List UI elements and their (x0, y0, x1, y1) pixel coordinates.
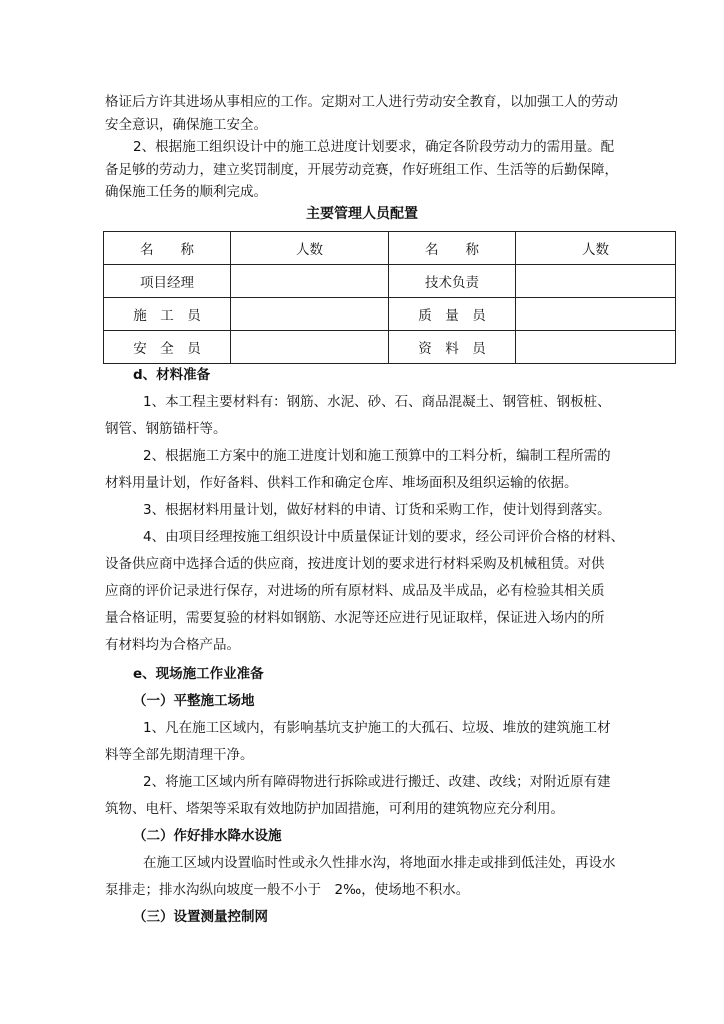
subsection-heading: （三）设置测量控制网 (133, 909, 268, 925)
table-cell: 项目经理 (104, 265, 231, 298)
paragraph-line: 量合格证明，需要复验的材料如钢筋、水泥等还应进行见证取样，保证进入场内的所 (105, 610, 605, 626)
paragraph-line: 在施工区域内设置临时性或永久性排水沟，将地面水排走或排到低洼处，再设水 (143, 855, 616, 871)
header-cell: 人数 (231, 232, 389, 265)
table-cell: 安 全 员 (104, 331, 231, 364)
table-row (104, 331, 676, 364)
header-cell: 名 称 (389, 232, 516, 265)
table-header-row (104, 232, 676, 265)
paragraph-line: 2、根据施工组织设计中的施工总进度计划要求，确定各阶段劳动力的需用量。配 (133, 139, 615, 155)
table-cell (231, 265, 389, 298)
table-cell (231, 298, 389, 331)
paragraph-line: 安全意识，确保施工安全。 (105, 117, 267, 133)
section-heading: d、材料准备 (133, 367, 211, 383)
table-row (104, 265, 676, 298)
paragraph-line: 1、本工程主要材料有：钢筋、水泥、砂、石、商品混凝土、钢管桩、钢板桩、 (143, 394, 611, 410)
paragraph-line: 泵排走；排水沟纵向坡度一般不小于 2‰，使场地不积水。 (105, 882, 470, 898)
table-title: 主要管理人员配置 (306, 206, 418, 222)
paragraph-line: 有材料均为合格产品。 (105, 637, 240, 653)
paragraph-line: 2、将施工区域内所有障碍物进行拆除或进行搬迁、改建、改线；对附近原有建 (143, 774, 611, 790)
paragraph-line: 备足够的劳动力，建立奖罚制度，开展劳动竞赛，作好班组工作、生活等的后勤保障， (105, 162, 618, 178)
section-heading: e、现场施工作业准备 (133, 666, 264, 682)
paragraph-line: 材料用量计划，作好备料、供料工作和确定仓库、堆场面积及组织运输的依据。 (105, 475, 578, 491)
table-cell: 资 料 员 (389, 331, 516, 364)
table-cell: 施 工 员 (104, 298, 231, 331)
paragraph-line: 3、根据材料用量计划，做好材料的申请、订货和采购工作，使计划得到落实。 (143, 502, 611, 518)
staff-table (103, 231, 676, 364)
paragraph-line: 确保施工任务的顺利完成。 (105, 184, 267, 200)
table-cell: 技术负责 (389, 265, 516, 298)
table-cell (231, 331, 389, 364)
table-cell (516, 298, 676, 331)
subsection-heading: （一）平整施工场地 (133, 693, 255, 709)
header-cell: 名 称 (104, 232, 231, 265)
paragraph-line: 格证后方许其进场从事相应的工作。定期对工人进行劳动安全教育，以加强工人的劳动 (105, 94, 618, 110)
paragraph-line: 应商的评价记录进行保存，对进场的所有原材料、成品及半成品，必有检验其相关质 (105, 583, 605, 599)
paragraph-line: 4、由项目经理按施工组织设计中质量保证计划的要求，经公司评价合格的材料、 (143, 529, 625, 545)
table-cell (516, 331, 676, 364)
subsection-heading: （二）作好排水降水设施 (133, 828, 282, 844)
table-row (104, 298, 676, 331)
table-cell (516, 265, 676, 298)
paragraph-line: 钢管、钢筋锚杆等。 (105, 421, 227, 437)
paragraph-line: 筑物、电杆、塔架等采取有效地防护加固措施，可利用的建筑物应充分利用。 (105, 801, 564, 817)
header-cell: 人数 (516, 232, 676, 265)
paragraph-line: 2、根据施工方案中的施工进度计划和施工预算中的工料分析，编制工程所需的 (143, 448, 611, 464)
paragraph-line: 1、凡在施工区域内，有影响基坑支护施工的大孤石、垃圾、堆放的建筑施工材 (143, 720, 611, 736)
paragraph-line: 设备供应商中选择合适的供应商，按进度计划的要求进行材料采购及机械租赁。对供 (105, 556, 605, 572)
table-cell: 质 量 员 (389, 298, 516, 331)
paragraph-line: 料等全部先期清理干净。 (105, 747, 254, 763)
